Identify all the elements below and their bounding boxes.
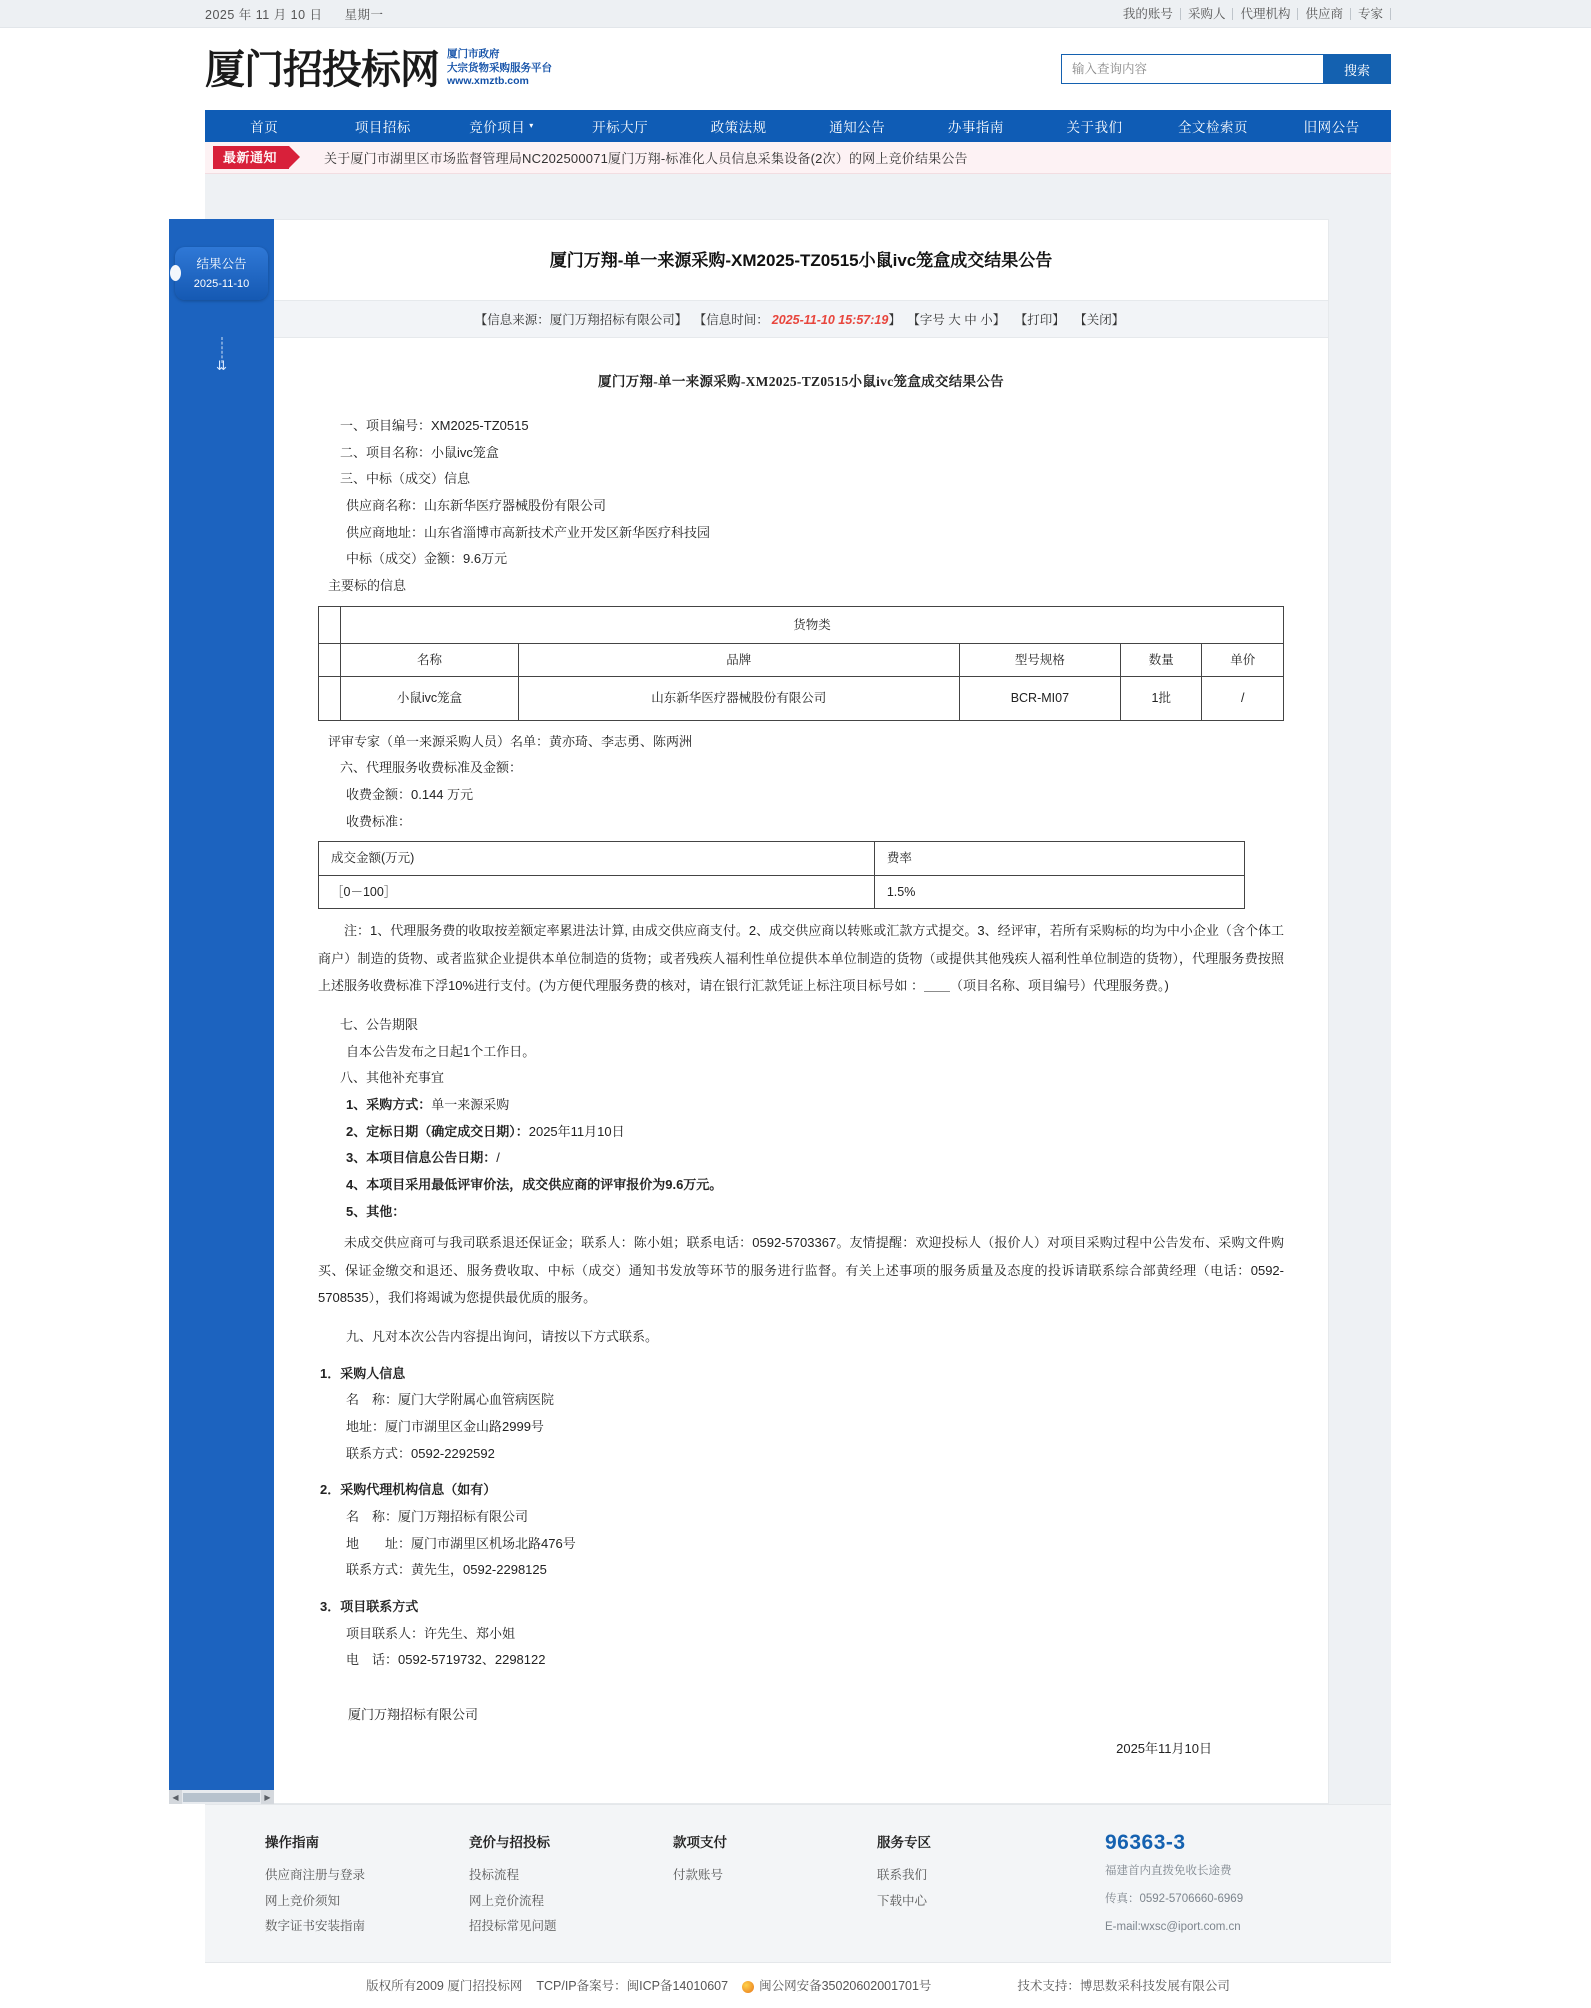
nav-label: 关于我们 [1066,120,1123,135]
footer-link[interactable]: 联系我们 [877,1868,928,1883]
project-contact-person: 项目联系人：许先生、郑小姐 [346,1625,516,1641]
section-agency-info: 2．采购代理机构信息（如有） [320,1482,497,1498]
agency-contact: 联系方式：黄先生，0592-2298125 [346,1562,547,1578]
field-purchase-method-label: 1、采购方式： [346,1097,432,1113]
meta-source: 【信息来源：厦门万翔招标有限公司】 [474,312,688,327]
fee-rate-table [318,841,1245,909]
nav-label: 办事指南 [947,120,1004,135]
field-info-publish-date-value: / [496,1150,500,1166]
police-filing-text: 闽公网安备35020602001701号 [759,1979,932,1994]
nav-label: 竞价项目 [469,120,526,135]
nav-item-guide[interactable] [917,110,1036,142]
other-matters-paragraph: 未成交供应商可与我司联系退还保证金；联系人：陈小姐；联系电话：0592-5703367。友情提醒：欢迎投标人（报价人）对项目采购过程中公告发布、采购文件购买、保证金缴交和退还、服务费收取、中标（成交）通知书发放等环节的服务进行监督。有关上述事项的服务质量及态度的投诉请联系综合部黄经理（电话：0592-5708535），我们将竭诚为您提供最优质的服务。 [318,1235,1284,1305]
field-award-date-value: 2025年11月10日 [528,1123,625,1139]
col-unit-price: 单价 [1202,643,1284,676]
footer-column-title: 竞价与招投标 [469,1835,550,1851]
link-my-account[interactable]: 我的账号 [1123,8,1181,20]
section-other-matters: 八、其他补充事宜 [340,1070,445,1086]
cell-name: 小鼠ivc笼盒 [341,676,519,720]
search-input[interactable] [1061,54,1323,84]
table-row [319,676,1284,720]
current-date-block [205,5,384,23]
timeline-stage-result-announcement[interactable] [175,247,268,300]
cell-deal-amount: ［0－100］ [319,875,875,909]
content-area [172,174,1391,1804]
col-name: 名称 [341,643,519,676]
print-button[interactable]: 【打印】 [1014,312,1065,327]
table-spacer-cell [319,606,341,643]
signature-date: 2025年11月10日 [1116,1741,1212,1757]
footer-link[interactable]: 数字证书安装指南 [265,1919,366,1934]
page-title: 厦门万翔-单一来源采购-XM2025-TZ0515小鼠ivc笼盒成交结果公告 [549,251,1053,270]
field-info-publish-date-label: 3、本项目信息公告日期： [346,1150,497,1166]
nav-label: 政策法规 [710,120,767,135]
document-body [274,338,1328,1804]
nav-item-fulltext-search[interactable] [1154,110,1273,142]
copyright-text: 版权所有2009 厦门招投标网 [366,1979,523,1994]
col-deal-amount: 成交金额(万元) [319,842,875,876]
close-button[interactable]: 【关闭】 [1074,312,1125,327]
nav-item-bidding-projects[interactable] [442,110,561,142]
nav-item-project-bidding[interactable] [324,110,443,142]
footer-link[interactable]: 网上竞价流程 [469,1893,545,1908]
agency-address: 地 址：厦门市湖里区机场北路476号 [346,1535,576,1551]
timeline-dot-icon [170,265,181,281]
site-logo[interactable] [205,47,552,94]
hotline-fax: 传真：0592-5706660-6969 [1105,1892,1244,1905]
table-row [319,875,1245,909]
site-footer [205,1804,1391,1962]
tech-support-text: 技术支持：博思数采科技发展有限公司 [1017,1979,1230,1994]
icp-text: TCP/IP备案号：闽ICP备14010607 [536,1979,729,1994]
field-purchase-method-value: 单一来源采购 [431,1097,510,1113]
scroll-right-arrow-icon[interactable]: ▶ [261,1790,274,1804]
footer-link[interactable]: 网上竞价须知 [265,1893,341,1908]
section-announcement-period: 七、公告期限 [340,1017,419,1033]
field-other-label: 5、其他： [346,1203,406,1219]
search-box [1061,54,1391,84]
nav-item-home[interactable] [205,110,324,142]
field-award-amount: 中标（成交）金额：9.6万元 [346,551,508,567]
nav-item-policies[interactable] [679,110,798,142]
account-links [1123,8,1391,20]
police-badge-icon [742,1981,754,1993]
field-award-date-label: 2、定标日期（确定成交日期）： [346,1123,529,1139]
nav-label: 项目招标 [354,120,411,135]
chevron-down-icon: ▾ [529,120,534,130]
footer-column-service [877,1831,1081,1940]
copyright-group [366,1976,1230,1994]
footer-column-title: 操作指南 [265,1835,319,1851]
hotline-note-1: 福建首内直拨免收长途费 [1105,1865,1232,1878]
field-award-date [318,1119,1284,1146]
logo-sub-line2: 大宗货物采购服务平台 [447,61,552,74]
footer-column-payment [673,1831,877,1940]
search-button[interactable]: 搜索 [1323,54,1391,84]
current-weekday: 星期一 [344,7,384,22]
footer-column-operation-guide [265,1831,469,1940]
cell-brand: 山东新华医疗器械股份有限公司 [518,676,959,720]
link-supplier[interactable]: 供应商 [1298,8,1351,20]
footer-column-title: 款项支付 [673,1835,727,1851]
notice-badge: 最新通知 [213,146,289,169]
cell-unit-price: / [1202,676,1284,720]
nav-label: 全文检索页 [1178,120,1249,135]
content-inner [169,219,1329,1804]
nav-item-about-us[interactable] [1035,110,1154,142]
scrollbar-thumb[interactable] [183,1793,260,1802]
agency-name: 名 称：厦门万翔招标有限公司 [346,1508,529,1524]
nav-label: 旧网公告 [1303,120,1360,135]
logo-sub-line1: 厦门市政府 [447,47,500,60]
table-header-row [319,643,1284,676]
field-fee-standard-label: 收费标准： [346,813,412,829]
hotline-email: E-mail:wxsc@iport.com.cn [1105,1920,1241,1933]
col-brand: 品牌 [518,643,959,676]
col-model: 型号规格 [959,643,1120,676]
hotline-number: 96363-3 [1105,1831,1186,1855]
section-agency-fee: 六、代理服务收费标准及金额： [340,760,523,776]
logo-subtitle [447,48,552,91]
footer-hotline [1081,1831,1331,1940]
meta-time-close: 】 [888,312,901,327]
footer-link[interactable]: 招投标常见问题 [469,1919,557,1934]
field-announcement-period: 自本公告发布之日起1个工作日。 [346,1043,536,1059]
field-supplier-name: 供应商名称：山东新华医疗器械股份有限公司 [346,498,607,514]
nav-item-announcements[interactable] [798,110,917,142]
table-row [319,606,1284,643]
announcement-document [274,219,1329,1804]
nav-item-old-site[interactable] [1272,110,1391,142]
meta-time-value: 2025-11-10 15:57:19 [771,312,889,327]
fee-note-paragraph: 注：1、代理服务费的收取按差额定率累进法计算, 由成交供应商支付。2、成交供应商以转账或汇款方式提交。3、经评审，若所有采购标的均为中小企业（含个体工商户）制造的货物、或者监狱企业提供本单位制造的货物；或者残疾人福利性单位提供本单位制造的货物（或提供其他残疾人福利性单位制造的货物），代理服务费按照上述服务收费标准下浮10%进行支付。(为方便代理服务费的核对，请在银行汇款凭证上标注项目标号如 ：＿＿（项目名称、项目编号）代理服务费。) [318,923,1284,993]
field-purchase-method [318,1092,1284,1119]
nav-label: 通知公告 [829,120,886,135]
signature-company: 厦门万翔招标有限公司 [348,1706,479,1722]
main-nav [205,110,1391,142]
field-fee-amount: 收费金额：0.144 万元 [346,786,474,802]
latest-notice-bar [205,142,1391,174]
field-review-experts: 评审专家（单一来源采购人员）名单：黄亦琦、李志勇、陈两洲 [328,733,693,749]
nav-label: 开标大厅 [592,120,649,135]
logo-sub-url: www.xmztb.com [447,75,529,88]
section-project-contact: 3．项目联系方式 [320,1598,419,1614]
cell-quantity: 1批 [1121,676,1202,720]
section-award-info: 三、中标（成交）信息 [340,471,471,487]
col-quantity: 数量 [1121,643,1202,676]
document-heading: 厦门万翔-单一来源采购-XM2025-TZ0515小鼠ivc笼盒成交结果公告 [598,373,1004,389]
footer-link[interactable]: 付款账号 [673,1868,724,1883]
footer-column-bidding [469,1831,673,1940]
purchaser-name: 名 称：厦门大学附属心血管病医院 [346,1392,555,1408]
logo-wordmark: 厦门招投标网 [205,47,439,94]
copyright-bar [205,1962,1391,2008]
cell-model: BCR-MI07 [959,676,1120,720]
cell-rate: 1.5% [874,875,1245,909]
notice-text[interactable]: 关于厦门市湖里区市场监督管理局NC202500071厦门万翔-标准化人员信息采集设备(2次）的网上竞价结果公告 [324,151,968,166]
scroll-left-arrow-icon[interactable]: ◀ [169,1790,182,1804]
nav-item-opening-hall[interactable] [561,110,680,142]
site-header [0,28,1591,110]
table-spacer-cell [319,643,341,676]
field-project-number: 一、项目编号：XM2025-TZ0515 [340,418,529,434]
timeline-down-arrow-icon: ⇊ [216,358,227,373]
footer-column-title: 服务专区 [877,1835,931,1851]
table-header-row [319,842,1245,876]
meta-fontsize-control[interactable]: 【字号 大 中 小】 [907,312,1006,327]
timeline-rail [169,219,274,1804]
field-supplier-address: 供应商地址：山东省淄博市高新技术产业开发区新华医疗科技园 [346,524,711,540]
nav-label: 首页 [250,120,279,135]
field-inquiry-notice: 九、凡对本次公告内容提出询问，请按以下方式联系。 [346,1329,659,1345]
link-expert[interactable]: 专家 [1351,8,1391,20]
footer-link[interactable]: 供应商注册与登录 [265,1868,366,1883]
document-meta-bar [274,300,1328,338]
col-rate: 费率 [874,842,1245,876]
goods-table [318,606,1284,721]
horizontal-scrollbar[interactable] [169,1790,274,1804]
table-spacer-cell [319,676,341,720]
timeline-stage-title: 结果公告 [196,257,247,271]
top-utility-bar [0,0,1591,28]
purchaser-address: 地址：厦门市湖里区金山路2999号 [346,1419,544,1435]
field-project-name: 二、项目名称：小鼠ivc笼盒 [340,444,499,460]
field-evaluation-method: 4、本项目采用最低评审价法，成交供应商的评审报价为9.6万元。 [346,1176,723,1192]
section-purchaser-info: 1．采购人信息 [320,1365,406,1381]
meta-time-label: 【信息时间： [693,312,769,327]
timeline-stage-date: 2025-11-10 [193,277,250,290]
purchaser-contact: 联系方式：0592-2292592 [346,1445,495,1461]
goods-category-cell: 货物类 [341,606,1284,643]
link-agency[interactable]: 代理机构 [1233,8,1298,20]
subject-info-label: 主要标的信息 [328,578,407,594]
link-purchaser[interactable]: 采购人 [1181,8,1234,20]
current-date: 2025 年 11 月 10 日 [205,7,323,22]
footer-link[interactable]: 下载中心 [877,1893,928,1908]
footer-link[interactable]: 投标流程 [469,1868,520,1883]
field-info-publish-date [318,1145,1284,1172]
project-contact-phone: 电 话：0592-5719732、2298122 [346,1652,546,1668]
